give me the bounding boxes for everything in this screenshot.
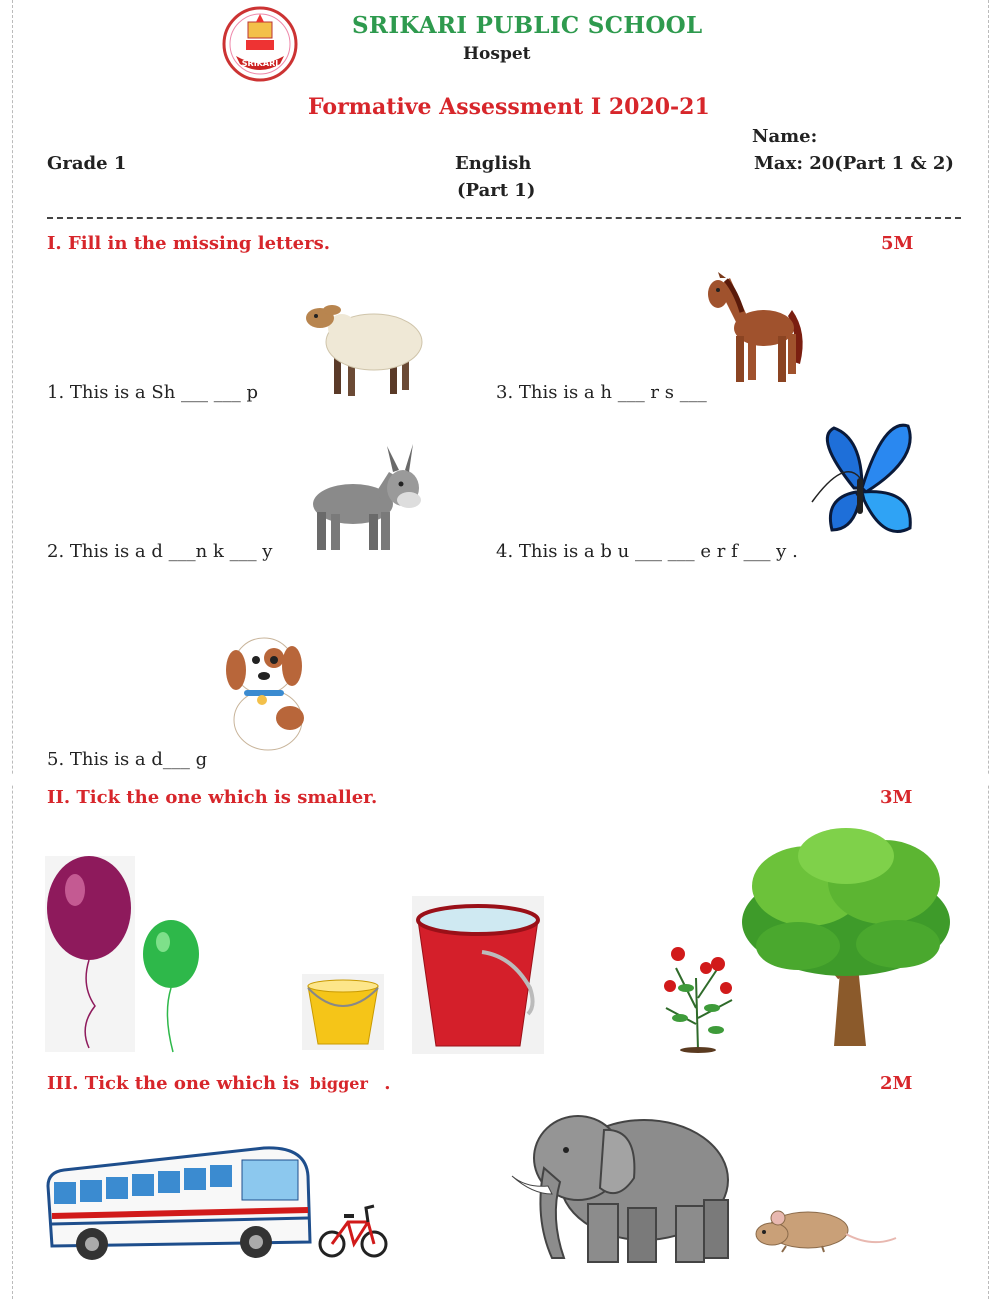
question-1: 1. This is a Sh ___ ___ p (47, 382, 258, 403)
logo-text: SRIKARI (241, 59, 279, 68)
question-3: 3. This is a h ___ r s ___ (496, 382, 707, 403)
header-divider (47, 217, 961, 219)
page-break-gap (0, 775, 1000, 785)
assessment-title: Formative Assessment I 2020-21 (308, 94, 710, 120)
mouse-image (752, 1204, 898, 1256)
question-4: 4. This is a b u ___ ___ e r f ___ y . (496, 541, 798, 562)
subject-label: English (455, 153, 532, 174)
section-1-marks: 5M (881, 233, 914, 254)
part-label: (Part 1) (457, 180, 536, 201)
section-1-title: I. Fill in the missing letters. (47, 233, 331, 254)
question-5: 5. This is a d___ g (47, 749, 208, 770)
big-bucket-image (412, 896, 544, 1054)
bicycle-image (318, 1194, 388, 1264)
balloons-image (45, 856, 205, 1054)
school-name: SRIKARI PUBLIC SCHOOL (352, 12, 703, 39)
page-left-border (12, 0, 13, 1299)
max-marks: Max: 20(Part 1 & 2) (754, 153, 954, 174)
name-label: Name: (752, 126, 818, 147)
grade-label: Grade 1 (47, 153, 127, 174)
puppy-image (220, 630, 316, 754)
school-city: Hospet (463, 44, 531, 64)
section-3-title (47, 1073, 390, 1094)
horse-image (700, 272, 810, 390)
school-logo (222, 4, 298, 84)
section-3-title-end: . (384, 1073, 391, 1094)
section-2-title: II. Tick the one which is smaller. (47, 787, 378, 808)
sheep-image (302, 292, 424, 400)
donkey-image (305, 442, 425, 554)
bus-image (44, 1146, 312, 1264)
section-3-title-text: III. Tick the one which is (47, 1073, 300, 1094)
small-bucket-image (302, 974, 384, 1050)
elephant-image (508, 1108, 734, 1266)
section-2-marks: 3M (880, 787, 913, 808)
section-3-marks: 2M (880, 1073, 913, 1094)
butterfly-image (804, 418, 920, 558)
section-3-title-extra: bigger (309, 1074, 368, 1093)
question-2: 2. This is a d ___n k ___ y (47, 541, 273, 562)
rose-plant-image (656, 938, 742, 1054)
tree-image (738, 826, 956, 1052)
page-right-border (988, 0, 989, 1299)
